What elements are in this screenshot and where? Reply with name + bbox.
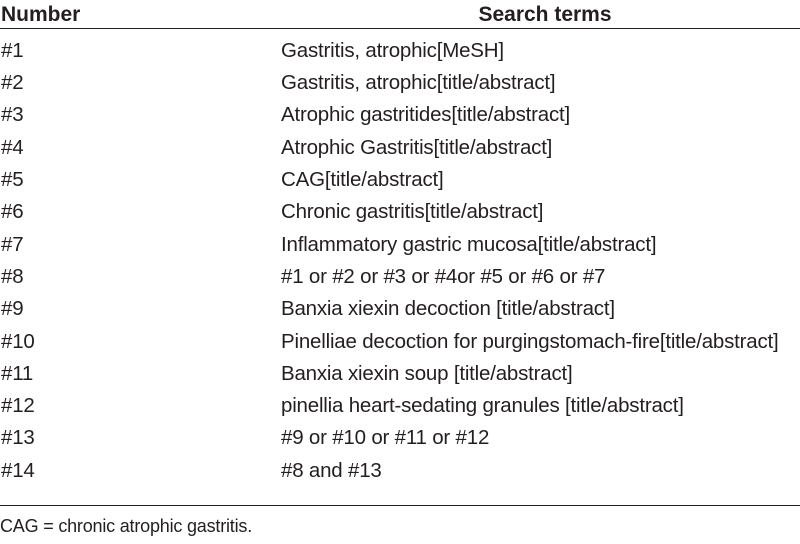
row-number-cell: #6 bbox=[1, 200, 24, 224]
table-row bbox=[0, 423, 800, 455]
header-search-terms: Search terms bbox=[280, 0, 800, 29]
row-search-terms-cell: Chronic gastritis[title/abstract] bbox=[281, 200, 544, 224]
row-search-terms-cell: Banxia xiexin soup [title/abstract] bbox=[281, 361, 573, 385]
table-row bbox=[0, 164, 800, 196]
row-number-cell: #2 bbox=[1, 71, 24, 95]
row-number-cell: #12 bbox=[1, 394, 35, 418]
row-number-cell: #5 bbox=[1, 168, 24, 192]
row-number-cell: #7 bbox=[1, 232, 24, 256]
row-number-cell: #4 bbox=[1, 135, 24, 159]
row-number-cell: #10 bbox=[1, 329, 35, 353]
row-number-cell: #9 bbox=[1, 297, 24, 321]
table-row bbox=[0, 229, 800, 261]
row-search-terms-cell: Pinelliae decoction for purgingstomach-fire[title/abstract] bbox=[281, 329, 779, 353]
table-row bbox=[0, 67, 800, 99]
header-number: Number bbox=[0, 0, 280, 29]
table-row bbox=[0, 390, 800, 422]
row-search-terms-cell: Atrophic Gastritis[title/abstract] bbox=[281, 135, 553, 159]
row-number-cell: #14 bbox=[1, 458, 35, 482]
table-header-row bbox=[0, 0, 800, 29]
row-search-terms-cell: #1 or #2 or #3 or #4or #5 or #6 or #7 bbox=[281, 264, 606, 288]
table-row bbox=[0, 455, 800, 487]
row-search-terms-cell: Banxia xiexin decoction [title/abstract] bbox=[281, 297, 615, 321]
row-search-terms-cell: Gastritis, atrophic[title/abstract] bbox=[281, 71, 556, 95]
table-row bbox=[0, 261, 800, 293]
row-search-terms-cell: CAG[title/abstract] bbox=[281, 168, 444, 192]
row-number-cell: #13 bbox=[1, 426, 35, 450]
table-row bbox=[0, 358, 800, 390]
row-search-terms-cell: #8 and #13 bbox=[281, 458, 382, 482]
row-number-cell: #1 bbox=[1, 38, 24, 62]
table-row bbox=[0, 326, 800, 358]
table-row bbox=[0, 29, 800, 68]
row-search-terms-cell: pinellia heart-sedating granules [title/abstract] bbox=[281, 394, 684, 418]
row-search-terms-cell: Inflammatory gastric mucosa[title/abstract] bbox=[281, 232, 657, 256]
row-number-cell: #3 bbox=[1, 103, 24, 127]
table-body bbox=[0, 29, 800, 488]
table-footnote: CAG = chronic atrophic gastritis. bbox=[0, 516, 253, 536]
table-row bbox=[0, 293, 800, 325]
row-number-cell: #8 bbox=[1, 264, 24, 288]
row-search-terms-cell: Atrophic gastritides[title/abstract] bbox=[281, 103, 571, 127]
table-row bbox=[0, 132, 800, 164]
table-bottom-rule bbox=[0, 505, 800, 506]
row-number-cell: #11 bbox=[1, 361, 34, 385]
table-row bbox=[0, 196, 800, 228]
table-row bbox=[0, 100, 800, 132]
row-search-terms-cell: Gastritis, atrophic[MeSH] bbox=[281, 38, 504, 62]
row-search-terms-cell: #9 or #10 or #11 or #12 bbox=[281, 426, 490, 450]
